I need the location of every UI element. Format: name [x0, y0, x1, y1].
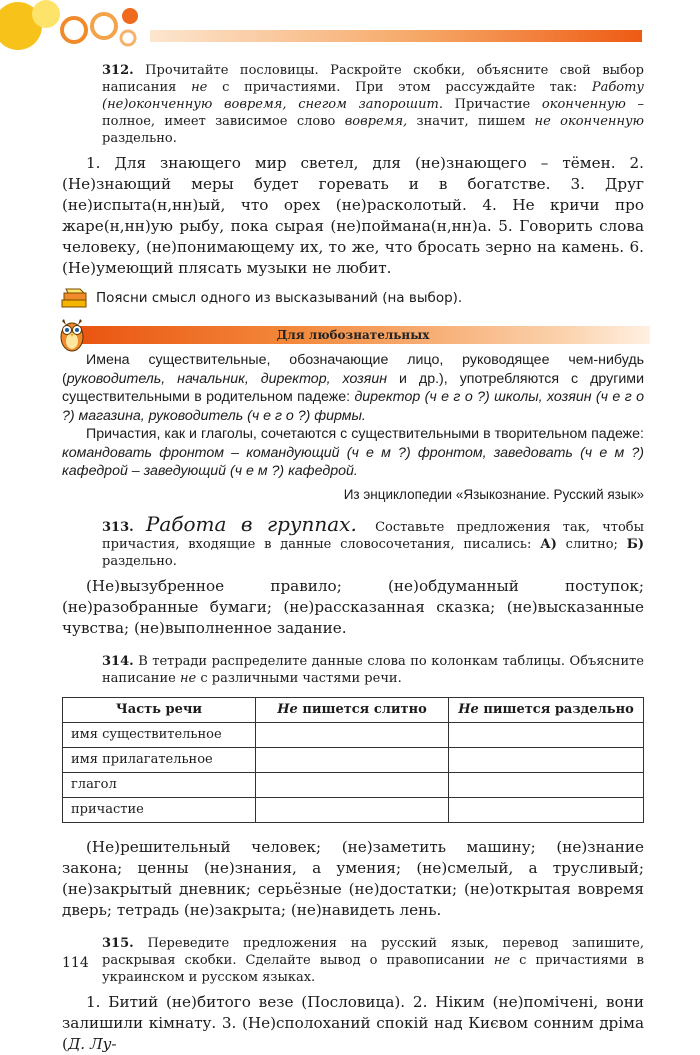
table-header: Не пишется раздельно: [449, 697, 644, 722]
curious-note: [62, 351, 644, 481]
task-313-text: (Не)вызубренное правило; (не)обдуманный поступок; (не)разобранные бумаги; (не)рассказанная сказка; (не)высказанные чувства; (не)выполненное задание.: [62, 576, 644, 637]
group-work-label: Работа в группах.: [145, 511, 357, 536]
task-number: 313.: [102, 519, 134, 535]
table-row: глагол: [63, 772, 644, 797]
table-header: Не пишется слитно: [256, 697, 449, 722]
curious-header: [62, 321, 644, 347]
header-bar: [150, 30, 642, 42]
task-312-instruction: 312. Прочитайте пословицы. Раскройте скобки, объясните свой выбор написания не с причастиями. При этом рассуждайте так: Работу (не)оконченную вовремя, снегом запорошит. Причастие оконченную – полное, имеет зависимое слово вовремя, значит, пишем не оконченную раздельно.: [102, 63, 644, 146]
task-315-text: 1. Битий (не)битого везе (Пословица). 2. Ніким (не)помічені, вони залишили кімнату. 3. (Не)сполоханий спокій над Києвом сонним дріма (Д. Лу-: [62, 992, 644, 1053]
task-315-instruction: 315. Переведите предложения на русский язык, перевод запишите, раскрывая скобки. Сделайте вывод о правописании не с причастиями в украинском и русском языках.: [102, 935, 644, 985]
table-row: причастие: [63, 797, 644, 822]
decorative-circles: [0, 0, 160, 60]
task-number: 315.: [102, 935, 134, 951]
source-citation: Из энциклопедии «Языкознание. Русский язык»: [343, 486, 644, 502]
books-icon: [60, 287, 90, 309]
task-314-text: (Не)решительный человек; (не)заметить машину; (не)знание закона; ценны (не)знания, а умения; (не)смелый, а трусливый; (не)закрытый дневник; серьёзные (не)достатки; (не)открытая вовремя дверь; тетрадь (не)закрыта; (не)навидеть лень.: [62, 837, 644, 919]
task-number: 314.: [102, 653, 134, 669]
task-314-instruction: 314. В тетради распределите данные слова по колонкам таблицы. Объясните написание не с различными частями речи.: [102, 653, 644, 686]
parts-of-speech-table: [62, 697, 644, 823]
hint-text: Поясни смысл одного из высказываний (на выбор).: [96, 290, 463, 306]
page-content: [62, 62, 644, 1055]
task-number: 312.: [102, 63, 134, 78]
hint: [62, 287, 644, 309]
page-number: 114: [62, 955, 89, 971]
table-header: Часть речи: [63, 697, 256, 722]
table-row: имя прилагательное: [63, 747, 644, 772]
table-header-row: [63, 697, 644, 722]
note-paragraph-2: Причастия, как и глаголы, сочетаются с существительными в творительном падеже: командовать фронтом – командующий (ч е м ?) фронтом, заведовать (ч е м ?) кафедрой – заведующий (ч е м ?) кафедрой.: [62, 426, 644, 479]
section-title: Для любознательных: [276, 328, 430, 342]
task-312-text: 1. Для знающего мир светел, для (не)знающего – тёмен. 2. (Не)знающий меры будет горевать и в богатстве. 3. Друг (не)испыта(н,нн)ый, что орех (не)расколотый. 4. Не кричи про жаре(н,нн)ую рыбу, пока сырая (не)поймана(н,нн)а. 5. Говорить слова человеку, (не)понимающему их, то же, что бросать зерно на камень. 6. (Не)умеющий плясать музыки не любит.: [62, 154, 644, 277]
note-paragraph-1: Имена существительные, обозначающие лицо, руководящее чем-нибудь (руководитель, начальник, директор, хозяин и др.), употребляются с другими существительными в родительном падеже: директор (ч е г о ?) школы, хозяин (ч е г о ?) магазина, руководитель (ч е г о ?) фирмы.: [62, 352, 644, 424]
table-row: имя существительное: [63, 722, 644, 747]
task-313-instruction: 313. Работа в группах. Составьте предложения так, чтобы причастия, входящие в данные словосочетания, писались: А) слитно; Б) раздельно.: [102, 511, 644, 569]
